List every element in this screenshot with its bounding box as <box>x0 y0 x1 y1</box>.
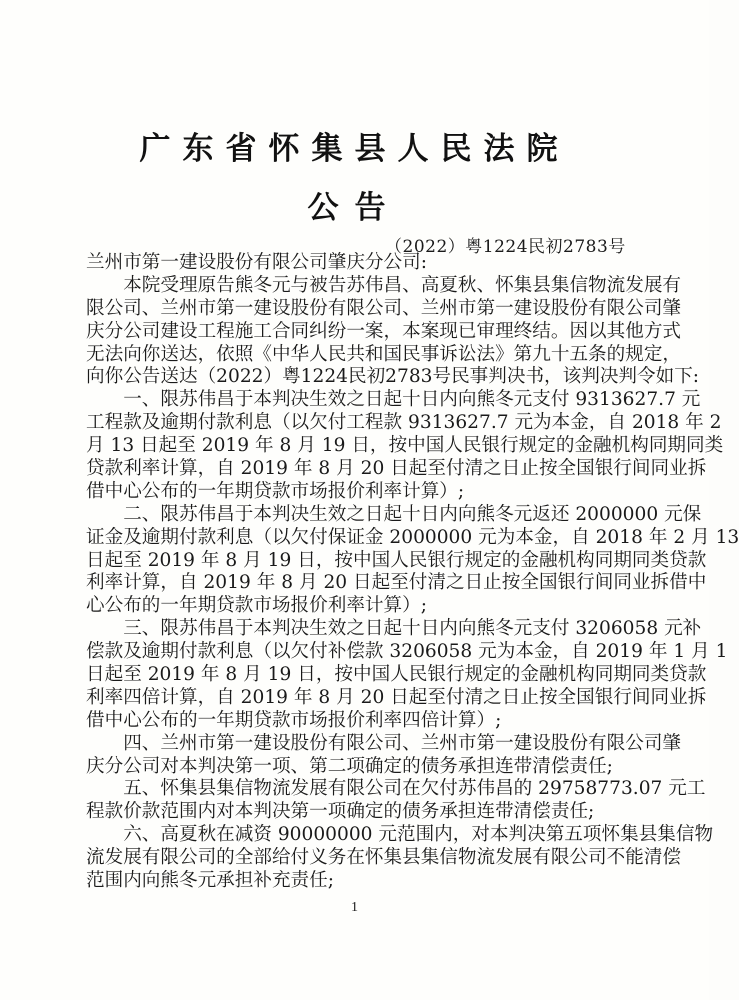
body-line: 流发展有限公司的全部给付义务在怀集县集信物流发展有限公司不能清偿 <box>86 847 682 869</box>
body-line: 六、高夏秋在减资 90000000 元范围内，对本判决第五项怀集县集信物 <box>86 824 714 846</box>
addressee: 兰州市第一建设股份有限公司肇庆分公司: <box>86 252 427 273</box>
body-line: 利率四倍计算，自 2019 年 8 月 20 日起至付清之日止按全国银行间同业拆 <box>86 686 707 708</box>
body-line: 借中心公布的一年期贷款市场报价利率四倍计算）; <box>86 709 502 731</box>
body-line: 庆分公司建设工程施工合同纠纷一案，本案现已审理终结。因以其他方式 <box>86 320 682 342</box>
page-number: 1 <box>351 900 358 915</box>
body-line: 贷款利率计算，自 2019 年 8 月 20 日起至付清之日止按全国银行间同业拆 <box>86 458 707 480</box>
body-line: 心公布的一年期贷款市场报价利率计算）; <box>86 595 427 617</box>
case-number: （2022）粤1224民初2783号 <box>385 237 626 257</box>
body-line: 本院受理原告熊冬元与被告苏伟昌、高夏秋、怀集县集信物流发展有 <box>86 274 682 296</box>
body-line: 向你公告送达（2022）粤1224民初2783号民事判决书，该判决判令如下: <box>86 366 700 388</box>
body-line: 利率计算，自 2019 年 8 月 20 日起至付清之日止按全国银行间同业拆借中 <box>86 572 707 594</box>
court-name-title: 广东省怀集县人民法院 <box>139 131 570 167</box>
body-line: 范围内向熊冬元承担补充责任; <box>86 870 334 892</box>
body-line: 五、怀集县集信物流发展有限公司在欠付苏伟昌的 29758773.07 元工 <box>86 778 706 800</box>
body-line: 四、兰州市第一建设股份有限公司、兰州市第一建设股份有限公司肇 <box>86 732 682 754</box>
body-line: 工程款及逾期付款利息（以欠付工程款 9313627.7 元为本金，自 2018 年 2 <box>86 412 722 434</box>
body-line: 三、限苏伟昌于本判决生效之日起十日内向熊冬元支付 3206058 元补 <box>86 618 702 640</box>
document-body <box>86 252 739 893</box>
body-line: 无法向你送达，依照《中华人民共和国民事诉讼法》第九十五条的规定， <box>86 343 682 365</box>
body-line: 庆分公司对本判决第一项、第二项确定的债务承担连带清偿责任; <box>86 755 613 777</box>
notice-title: 公告 <box>307 190 402 226</box>
body-line: 日起至 2019 年 8 月 19 日，按中国人民银行规定的金融机构同期同类贷款 <box>86 664 707 686</box>
body-line: 证金及逾期付款利息（以欠付保证金 2000000 元为本金，自 2018 年 2 月 13 <box>86 526 739 548</box>
body-line: 日起至 2019 年 8 月 19 日，按中国人民银行规定的金融机构同期同类贷款 <box>86 549 707 571</box>
body-line: 偿款及逾期付款利息（以欠付补偿款 3206058 元为本金，自 2019 年 1 月 1 <box>86 641 728 663</box>
body-line: 二、限苏伟昌于本判决生效之日起十日内向熊冬元返还 2000000 元保 <box>86 503 702 525</box>
body-line: 一、限苏伟昌于本判决生效之日起十日内向熊冬元支付 9313627.7 元 <box>86 389 701 411</box>
body-line: 借中心公布的一年期贷款市场报价利率计算）; <box>86 480 465 502</box>
body-line: 程款价款范围内对本判决第一项确定的债务承担连带清偿责任; <box>86 801 595 823</box>
body-line: 月 13 日起至 2019 年 8 月 19 日，按中国人民银行规定的金融机构同期同类 <box>86 435 724 457</box>
body-line: 限公司、兰州市第一建设股份有限公司、兰州市第一建设股份有限公司肇 <box>86 297 682 319</box>
